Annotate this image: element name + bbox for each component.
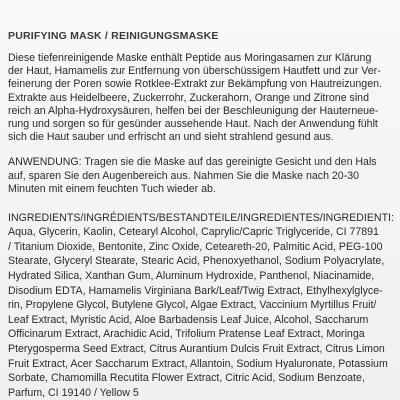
ingredients-line: Stearate, Glyceryl Stearate, Stearic Acid, Phenoxyethanol, Sodium Polyacrylate, <box>8 255 385 268</box>
spacer <box>8 144 394 156</box>
ingredients-list <box>8 225 394 400</box>
ingredients-line: rin, Propylene Glycol, Butylene Glycol, Algae Extract, Vaccinium Myrtillus Fruit/ <box>8 299 377 312</box>
spacer <box>8 196 394 212</box>
ingredients-line: Sorbate, Chamomilla Recutita Flower Extract, Citric Acid, Sodium Benzoate, <box>8 372 365 385</box>
description-line: feinerung der Poren sowie Rotklee-Extrakt zur Bekämpfung von Hautreizungen. <box>8 78 382 91</box>
description-line: sich die Haut sauber und erfrischt an und sieht strahlend gesund aus. <box>8 131 334 144</box>
application-line: ANWENDUNG: Tragen sie die Maske auf das gereinigte Gesicht und den Hals <box>8 156 377 169</box>
ingredients-line: / Titanium Dioxide, Bentonite, Zinc Oxide, Ceteareth-20, Palmitic Acid, PEG-100 <box>8 240 383 253</box>
ingredients-line: Aqua, Glycerin, Kaolin, Cetearyl Alcohol, Caprylic/Capric Triglyceride, CI 77891 <box>8 226 379 239</box>
ingredients-line: Officinarum Extract, Arachidic Acid, Trifolium Pratense Leaf Extract, Moringa <box>8 328 365 341</box>
description-paragraph <box>8 52 394 144</box>
ingredients-line: Parfum, CI 19140 / Yellow 5 <box>8 386 139 399</box>
ingredients-line: Disodium EDTA, Hamamelis Virginiana Bark/Leaf/Twig Extract, Ethylhexylglyce- <box>8 284 383 297</box>
description-line: Diese tiefenreinigende Maske enthält Peptide aus Moringasamen zur Klärung <box>8 52 372 64</box>
description-line: rung und sorgen so für gesünder aussehende Haut. Nach der Anwendung fühlt <box>8 118 378 131</box>
application-line: Minuten mit einem feuchten Tuch wieder ab. <box>8 182 216 195</box>
product-title: PURIFYING MASK / REINIGUNGSMASKE <box>8 30 219 42</box>
application-line: auf, sparen Sie den Augenbereich aus. Nahmen Sie die Maske nach 20-30 <box>8 169 360 182</box>
label-content <box>8 30 394 400</box>
ingredients-line: Hydrated Silica, Xanthan Gum, Aluminum Hydroxide, Panthenol, Niacinamide, <box>8 270 375 283</box>
description-line: der Haut, Hamamelis zur Entfernung von überschüssigem Hautfett und zur Ver- <box>8 65 381 78</box>
ingredients-line: Leaf Extract, Myristic Acid, Aloe Barbadensis Leaf Juice, Alcohol, Saccharum <box>8 313 369 326</box>
description-line: Extrakte aus Heidelbeere, Zuckerrohr, Zuckerahorn, Orange und Zitrone sind <box>8 91 369 104</box>
ingredients-line: Pterygosperma Seed Extract, Citrus Aurantium Dulcis Fruit Extract, Citrus Limon <box>8 342 385 355</box>
ingredients-heading: INGREDIENTS/INGRÉDIENTS/BESTANDTEILE/INGREDIENTES/INGREDIENTI: <box>8 212 394 225</box>
ingredients-line: Fruit Extract, Acer Saccharum Extract, Allantoin, Sodium Hyaluronate, Potassium <box>8 357 388 370</box>
application-paragraph <box>8 156 394 196</box>
description-line: reich an Alpha-Hydroxysäuren, helfen bei der Beschleunigung der Hauterneue- <box>8 104 379 117</box>
